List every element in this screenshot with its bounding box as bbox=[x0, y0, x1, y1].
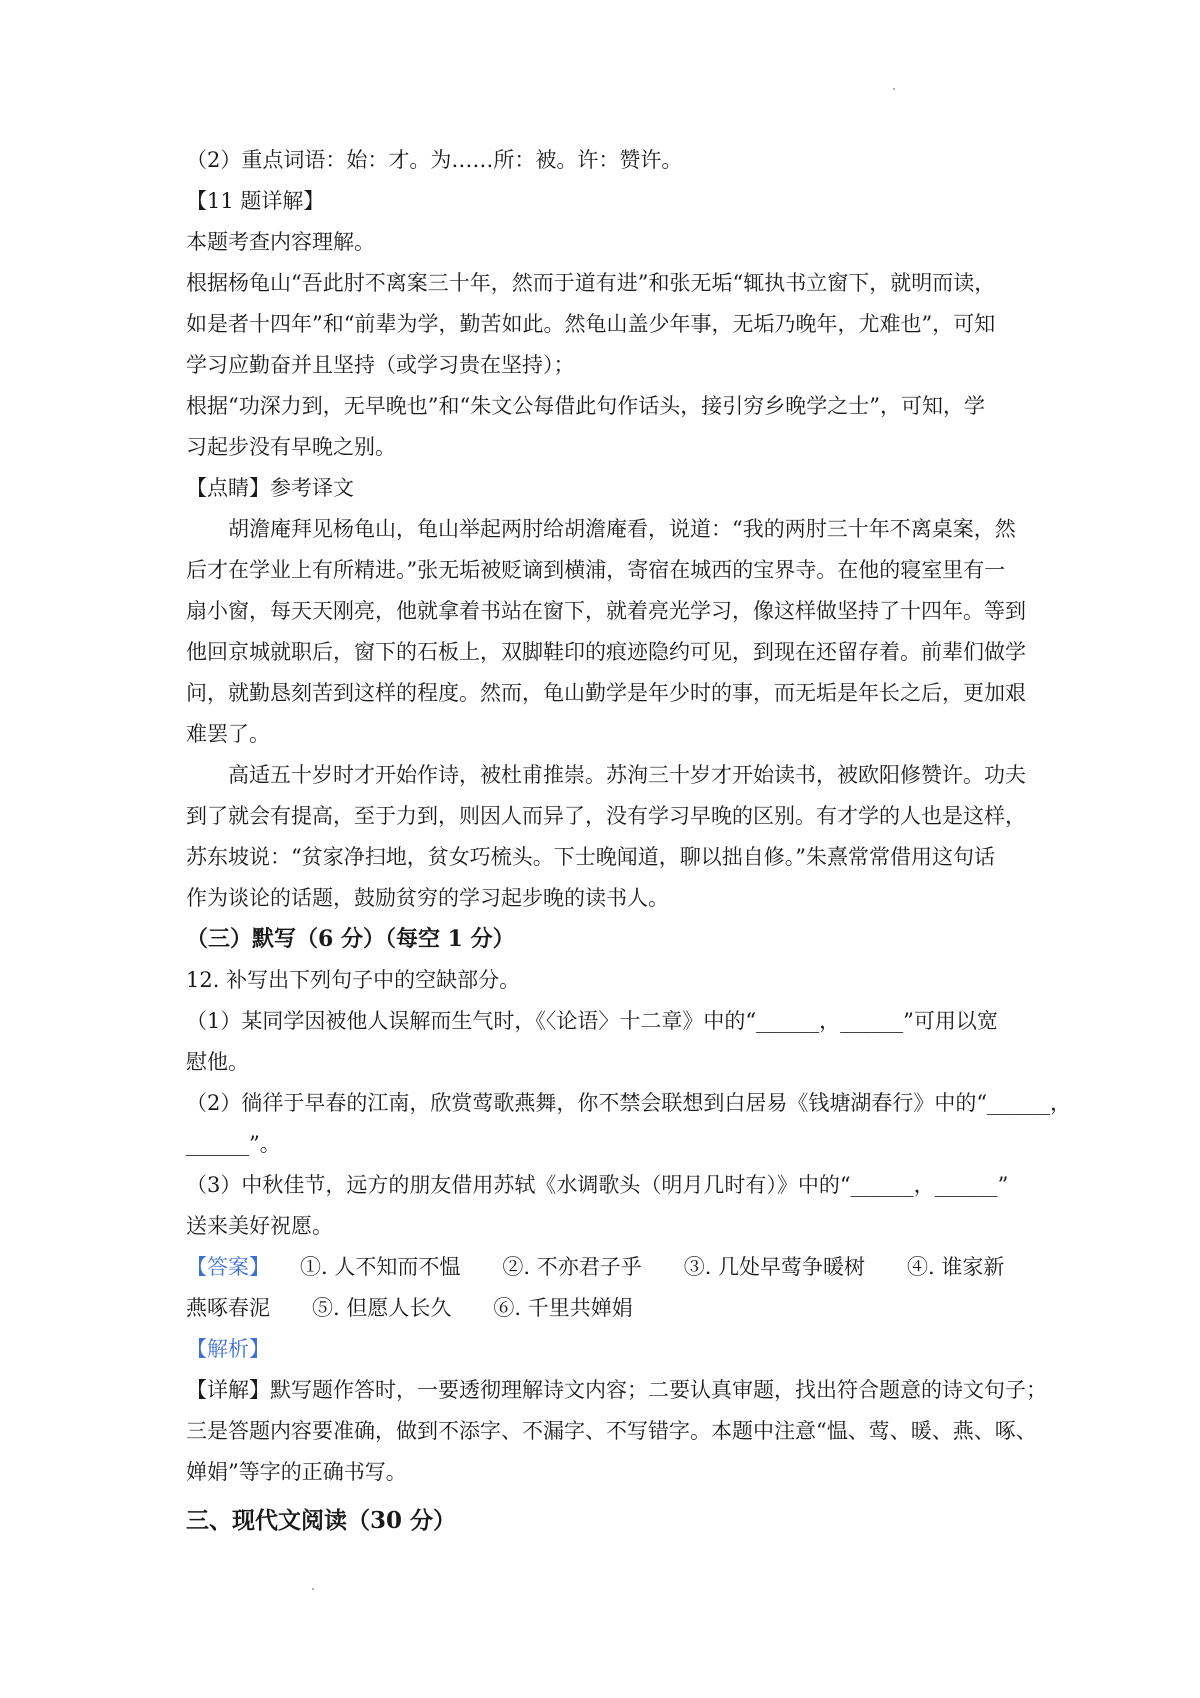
question-12-1: 慰他。 bbox=[186, 1050, 249, 1074]
scan-speck bbox=[893, 88, 895, 90]
text-line: 本题考查内容理解。 bbox=[186, 230, 375, 254]
translation-line: 问，就勤恳刻苦到这样的程度。然而，龟山勤学是年少时的事，而无垢是年长之后，更加艰 bbox=[186, 681, 1026, 705]
text-line: 学习应勤奋并且坚持（或学习贵在坚持）； bbox=[186, 353, 575, 377]
translation-line: 胡澹庵拜见杨龟山，龟山举起两肘给胡澹庵看，说道：“我的两肘三十年不离桌案，然 bbox=[228, 517, 1016, 541]
key-words-line: （2）重点词语：始：才。为……所：被。许：赞许。 bbox=[186, 148, 683, 172]
question-12-3: 送来美好祝愿。 bbox=[186, 1214, 333, 1238]
question-12-2: （2）徜徉于早春的江南，欣赏莺歌燕舞，你不禁会联想到白居易《钱塘湖春行》中的“______， bbox=[186, 1091, 1072, 1115]
text-line: 根据“功深力到，无早晚也”和“朱文公每借此句作话头，接引穷乡晚学之士”，可知，学 bbox=[186, 394, 985, 418]
translation-line: 作为谈论的话题，鼓励贫穷的学习起步晚的读书人。 bbox=[186, 886, 669, 910]
answer-line: 燕啄春泥 ⑤. 但愿人长久 ⑥. 千里共婵娟 bbox=[186, 1296, 633, 1320]
pointer-heading: 【点睛】参考译文 bbox=[186, 476, 354, 500]
q11-heading: 【11 题详解】 bbox=[186, 189, 325, 213]
question-12-1: （1）某同学因被他人误解而生气时，《〈论语〉十二章》中的“______，______”可用以宽 bbox=[186, 1009, 998, 1033]
translation-line: 到了就会有提高，至于力到，则因人而异了，没有学习早晚的区别。有才学的人也是这样， bbox=[186, 804, 1026, 828]
analysis-label: 【解析】 bbox=[186, 1337, 270, 1361]
analysis-line: 三是答题内容要准确，做到不添字、不漏字、不写错字。本题中注意“愠、莺、暖、燕、啄、 bbox=[186, 1419, 1037, 1443]
analysis-line: 婵娟”等字的正确书写。 bbox=[186, 1460, 407, 1484]
answer-line bbox=[186, 1252, 1026, 1282]
answer-label: 【答案】 bbox=[186, 1255, 270, 1279]
scan-speck bbox=[312, 1588, 314, 1590]
question-12-3: （3）中秋佳节，远方的朋友借用苏轼《水调歌头（明月几时有）》中的“______，______” bbox=[186, 1173, 1009, 1197]
translation-line: 高适五十岁时才开始作诗，被杜甫推崇。苏洵三十岁才开始读书，被欧阳修赞许。功夫 bbox=[228, 763, 1026, 787]
text-line: 习起步没有早晚之别。 bbox=[186, 435, 396, 459]
text-line: 如是者十四年”和“前辈为学，勤苦如此。然龟山盖少年事，无垢乃晚年，尤难也”，可知 bbox=[186, 312, 996, 336]
translation-line: 后才在学业上有所精进。”张无垢被贬谪到横浦，寄宿在城西的宝界寺。在他的寝室里有一 bbox=[186, 558, 1006, 582]
analysis-line: 【详解】默写题作答时，一要透彻理解诗文内容；二要认真审题，找出符合题意的诗文句子； bbox=[186, 1378, 1047, 1402]
translation-line: 难罢了。 bbox=[186, 722, 270, 746]
question-12-2: ______”。 bbox=[186, 1132, 281, 1156]
translation-line: 他回京城就职后，窗下的石板上，双脚鞋印的痕迹隐约可见，到现在还留存着。前辈们做学 bbox=[186, 640, 1026, 664]
translation-line: 扇小窗，每天天刚亮，他就拿着书站在窗下，就着亮光学习，像这样做坚持了十四年。等到 bbox=[186, 599, 1026, 623]
modern-reading-heading: 三、现代文阅读（30 分） bbox=[186, 1507, 457, 1534]
answer-items: ①. 人不知而不愠 ②. 不亦君子乎 ③. 几处早莺争暖树 ④. 谁家新 bbox=[300, 1255, 1005, 1279]
question-12: 12. 补写出下列句子中的空缺部分。 bbox=[186, 968, 521, 992]
translation-line: 苏东坡说：“贫家净扫地，贫女巧梳头。下士晚闻道，聊以拙自修。”朱熹常常借用这句话 bbox=[186, 845, 995, 869]
text-line: 根据杨龟山“吾此肘不离案三十年，然而于道有进”和张无垢“辄执书立窗下，就明而读， bbox=[186, 271, 996, 295]
section-3-heading: （三）默写（6 分）（每空 1 分） bbox=[186, 926, 515, 952]
